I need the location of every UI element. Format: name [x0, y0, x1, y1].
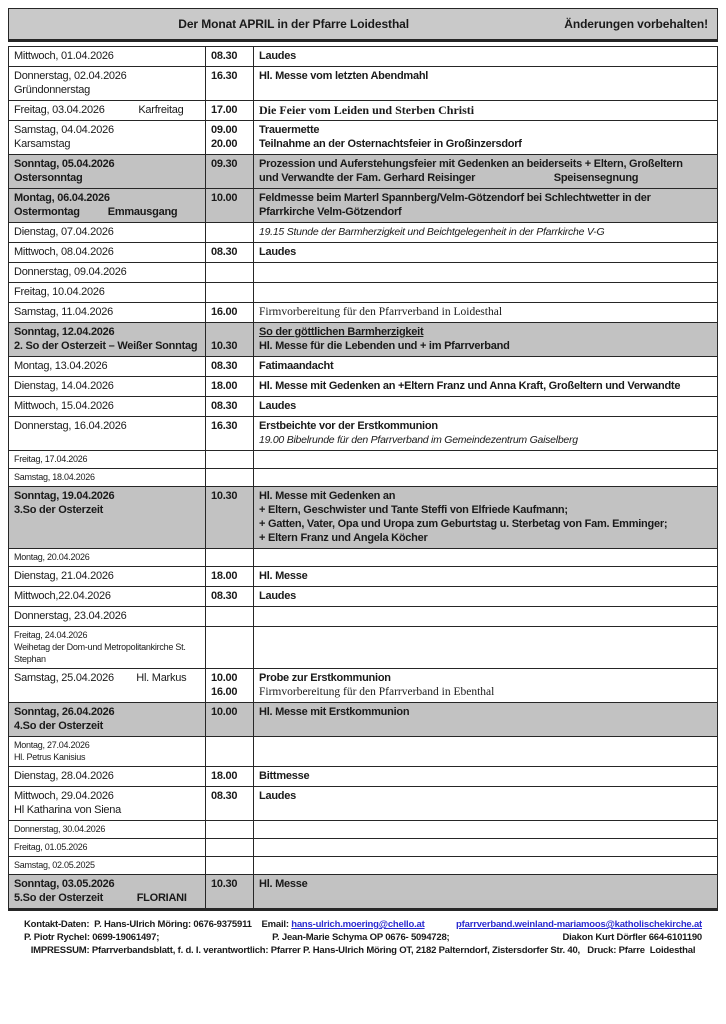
time-cell: [206, 549, 254, 567]
date-cell: [9, 303, 206, 323]
calendar-row: [9, 875, 718, 910]
time-cell: [206, 101, 254, 121]
calendar-row: [9, 323, 718, 357]
footer: [8, 911, 718, 957]
date-line: Freitag, 24.04.2026: [14, 630, 88, 640]
calendar-row: [9, 549, 718, 567]
date-line: Sonntag, 03.05.2026: [14, 878, 115, 890]
event-cell: [254, 67, 718, 101]
calendar-row: [9, 587, 718, 607]
time-cell: [206, 737, 254, 767]
time-cell: [206, 47, 254, 67]
time-cell: [206, 839, 254, 857]
date-cell: [9, 767, 206, 787]
event-line: Erstbeichte vor der Erstkommunion: [259, 420, 438, 432]
calendar-row: [9, 821, 718, 839]
date-line: 5.So der Osterzeit FLORIANI: [14, 892, 187, 904]
date-cell: [9, 703, 206, 737]
date-cell: [9, 839, 206, 857]
date-line: 4.So der Osterzeit: [14, 720, 104, 732]
date-cell: [9, 101, 206, 121]
time-value: 18.00: [211, 380, 238, 392]
date-line: Freitag, 17.04.2026: [14, 454, 88, 464]
time-cell: [206, 397, 254, 417]
date-line: Ostersonntag: [14, 172, 83, 184]
calendar-row: [9, 283, 718, 303]
event-line: Laudes: [259, 400, 297, 412]
date-line: Donnerstag, 16.04.2026: [14, 420, 127, 432]
event-cell: [254, 469, 718, 487]
time-cell: [206, 875, 254, 910]
date-line: Sonntag, 19.04.2026: [14, 490, 115, 502]
event-cell: [254, 223, 718, 243]
time-value: 08.30: [211, 400, 238, 412]
time-cell: [206, 767, 254, 787]
date-line: Donnerstag, 02.04.2026: [14, 70, 127, 82]
date-line: Sonntag, 26.04.2026: [14, 706, 115, 718]
event-line: Hl. Messe für die Lebenden und + im Pfarrverband: [259, 340, 510, 352]
calendar-row: [9, 397, 718, 417]
event-line: Hl. Messe: [259, 570, 308, 582]
calendar-row: [9, 263, 718, 283]
date-cell: [9, 787, 206, 821]
time-value: 16.30: [211, 420, 238, 432]
event-cell: [254, 417, 718, 451]
date-line: Mittwoch, 29.04.2026: [14, 790, 114, 802]
time-value: 08.30: [211, 50, 238, 62]
date-line: Montag, 13.04.2026: [14, 360, 108, 372]
time-cell: [206, 787, 254, 821]
time-value: 16.00: [211, 306, 238, 318]
time-cell: [206, 627, 254, 669]
event-cell: [254, 587, 718, 607]
time-value: 16.30: [211, 70, 238, 82]
time-cell: [206, 323, 254, 357]
event-line: 19.15 Stunde der Barmherzigkeit und Beichtgelegenheit in der Pfarrkirche V-G: [259, 226, 605, 238]
event-line: Laudes: [259, 590, 297, 602]
event-cell: [254, 243, 718, 263]
event-line: Laudes: [259, 50, 297, 62]
event-line: Laudes: [259, 246, 297, 258]
time-value: 10.00: [211, 192, 238, 204]
event-cell: [254, 857, 718, 875]
event-line: Teilnahme an der Osternachtsfeier in Großinzersdorf: [259, 138, 522, 150]
date-line: Sonntag, 05.04.2026: [14, 158, 115, 170]
date-line: Samstag, 11.04.2026: [14, 306, 114, 318]
time-cell: [206, 283, 254, 303]
date-cell: [9, 323, 206, 357]
time-cell: [206, 263, 254, 283]
email-link-pfarrverband[interactable]: pfarrverband.weinland-mariamoos@katholischekirche.at: [456, 919, 702, 930]
date-line: Samstag, 25.04.2026 Hl. Markus: [14, 672, 187, 684]
time-value: 10.00: [211, 706, 238, 718]
event-cell: [254, 121, 718, 155]
calendar-row: [9, 451, 718, 469]
date-line: Dienstag, 21.04.2026: [14, 570, 114, 582]
date-line: 2. So der Osterzeit – Weißer Sonntag: [14, 340, 198, 352]
time-cell: [206, 487, 254, 549]
calendar-row: [9, 101, 718, 121]
date-line: Montag, 27.04.2026: [14, 740, 90, 750]
date-cell: [9, 189, 206, 223]
date-cell: [9, 549, 206, 567]
date-line: 3.So der Osterzeit: [14, 504, 104, 516]
event-line: So der göttlichen Barmherzigkeit: [259, 326, 424, 338]
date-cell: [9, 67, 206, 101]
date-cell: [9, 357, 206, 377]
event-line: Pfarrkirche Velm-Götzendorf: [259, 206, 402, 218]
time-cell: [206, 303, 254, 323]
event-line: Hl. Messe mit Gedenken an: [259, 490, 396, 502]
time-value: 16.00: [211, 686, 238, 698]
event-line: Prozession und Auferstehungsfeier mit Gedenken an beiderseits + Eltern, Großeltern: [259, 158, 683, 170]
footer-phone-line: [24, 931, 702, 944]
event-cell: [254, 323, 718, 357]
time-cell: [206, 67, 254, 101]
time-cell: [206, 607, 254, 627]
date-cell: [9, 567, 206, 587]
date-cell: [9, 121, 206, 155]
footer-impressum: IMPRESSUM: Pfarrverbandsblatt, f. d. I. verantwortlich: Pfarrer P. Hans-Ulrich Möring OT, 2182 Palterndorf, Zistersdorfer Str. 40, Druck: Pfarre Loidesthal: [30, 945, 696, 956]
calendar-table: [8, 46, 718, 911]
date-cell: [9, 283, 206, 303]
calendar-row: [9, 417, 718, 451]
time-value: 08.30: [211, 246, 238, 258]
event-line: 19.00 Bibelrunde für den Pfarrverband im Gemeindezentrum Gaiselberg: [259, 434, 578, 446]
event-cell: [254, 821, 718, 839]
event-cell: [254, 669, 718, 703]
date-cell: [9, 263, 206, 283]
date-cell: [9, 857, 206, 875]
date-cell: [9, 875, 206, 910]
event-cell: [254, 787, 718, 821]
event-cell: [254, 377, 718, 397]
date-line: Donnerstag, 09.04.2026: [14, 266, 127, 278]
date-line: Mittwoch,22.04.2026: [14, 590, 111, 602]
calendar-row: [9, 377, 718, 397]
date-cell: [9, 47, 206, 67]
calendar-row: [9, 703, 718, 737]
date-line: Freitag, 01.05.2026: [14, 842, 88, 852]
time-value: 10.30: [211, 878, 238, 890]
event-line: Fatimaandacht: [259, 360, 334, 372]
time-cell: [206, 587, 254, 607]
email-link-moering[interactable]: hans-ulrich.moering@chello.at: [291, 919, 425, 930]
event-cell: [254, 357, 718, 377]
date-line: Dienstag, 07.04.2026: [14, 226, 114, 238]
time-value: 10.30: [211, 490, 238, 502]
document-header: [8, 8, 718, 42]
time-cell: [206, 417, 254, 451]
time-value: 18.00: [211, 570, 238, 582]
page-title: Der Monat APRIL in der Pfarre Loidesthal: [178, 17, 409, 31]
date-line: Mittwoch, 01.04.2026: [14, 50, 114, 62]
event-line: + Eltern Franz und Angela Köcher: [259, 532, 428, 544]
event-cell: [254, 703, 718, 737]
date-cell: [9, 737, 206, 767]
date-line: Stephan: [14, 654, 46, 664]
event-line: Firmvorbereitung für den Pfarrverband in Ebenthal: [259, 686, 495, 698]
time-value: 10.00: [211, 672, 238, 684]
event-line: + Eltern, Geschwister und Tante Steffi von Elfriede Kaufmann;: [259, 504, 568, 516]
calendar-row: [9, 243, 718, 263]
date-cell: [9, 223, 206, 243]
calendar-row: [9, 567, 718, 587]
calendar-row: [9, 223, 718, 243]
date-line: Weihetag der Dom-und Metropolitankirche St.: [14, 642, 186, 652]
date-cell: [9, 377, 206, 397]
date-cell: [9, 397, 206, 417]
time-value: 17.00: [211, 104, 238, 116]
event-line: Feldmesse beim Marterl Spannberg/Velm-Götzendorf bei Schlechtwetter in der: [259, 192, 651, 204]
date-line: Samstag, 18.04.2026: [14, 472, 95, 482]
event-line: und Verwandte der Fam. Gerhard Reisinger Speisensegnung: [259, 172, 639, 184]
event-line: Bittmesse: [259, 770, 310, 782]
date-cell: [9, 821, 206, 839]
time-cell: [206, 703, 254, 737]
date-cell: [9, 451, 206, 469]
event-line: Laudes: [259, 790, 297, 802]
time-value: 08.30: [211, 360, 238, 372]
time-cell: [206, 357, 254, 377]
date-line: Samstag, 04.04.2026: [14, 124, 114, 136]
time-cell: [206, 121, 254, 155]
calendar-row: [9, 189, 718, 223]
calendar-row: [9, 767, 718, 787]
event-line: + Gatten, Vater, Opa und Uropa zum Geburtstag u. Sterbetag von Fam. Emminger;: [259, 518, 668, 530]
event-cell: [254, 263, 718, 283]
calendar-row: [9, 787, 718, 821]
event-cell: [254, 47, 718, 67]
time-cell: [206, 243, 254, 263]
event-line: Die Feier vom Leiden und Sterben Christi: [259, 103, 475, 117]
calendar-row: [9, 121, 718, 155]
calendar-row: [9, 357, 718, 377]
time-cell: [206, 669, 254, 703]
time-value: 08.30: [211, 790, 238, 802]
date-line: Samstag, 02.05.2025: [14, 860, 95, 870]
time-cell: [206, 451, 254, 469]
date-cell: [9, 155, 206, 189]
time-cell: [206, 155, 254, 189]
calendar-row: [9, 737, 718, 767]
calendar-row: [9, 857, 718, 875]
event-line: Hl. Messe: [259, 878, 308, 890]
event-line: Trauermette: [259, 124, 320, 136]
calendar-row: [9, 47, 718, 67]
time-value: [211, 325, 248, 339]
time-cell: [206, 189, 254, 223]
calendar-row: [9, 839, 718, 857]
calendar-row: [9, 669, 718, 703]
date-cell: [9, 469, 206, 487]
date-line: Mittwoch, 15.04.2026: [14, 400, 114, 412]
date-line: Karsamstag: [14, 138, 71, 150]
date-cell: [9, 587, 206, 607]
event-cell: [254, 155, 718, 189]
time-value: 09.30: [211, 158, 238, 170]
footer-schyma: P. Jean-Marie Schyma OP 0676- 5094728;: [272, 932, 450, 943]
event-cell: [254, 607, 718, 627]
event-cell: [254, 737, 718, 767]
event-cell: [254, 189, 718, 223]
date-cell: [9, 627, 206, 669]
time-value: 09.00: [211, 124, 238, 136]
footer-contact-text: Kontakt-Daten: P. Hans-Ulrich Möring: 0676-9375911 Email:: [24, 919, 292, 930]
time-cell: [206, 469, 254, 487]
time-cell: [206, 377, 254, 397]
calendar-row: [9, 487, 718, 549]
event-cell: [254, 451, 718, 469]
date-line: Dienstag, 14.04.2026: [14, 380, 114, 392]
date-line: Donnerstag, 30.04.2026: [14, 824, 106, 834]
event-cell: [254, 283, 718, 303]
calendar-row: [9, 303, 718, 323]
date-line: Sonntag, 12.04.2026: [14, 326, 115, 338]
event-line: Hl. Messe vom letzten Abendmahl: [259, 70, 429, 82]
date-line: Montag, 20.04.2026: [14, 552, 90, 562]
date-cell: [9, 417, 206, 451]
time-value: 10.30: [211, 340, 238, 352]
time-value: 08.30: [211, 590, 238, 602]
event-line: Hl. Messe mit Erstkommunion: [259, 706, 410, 718]
calendar-row: [9, 155, 718, 189]
date-line: Mittwoch, 08.04.2026: [14, 246, 114, 258]
date-cell: [9, 607, 206, 627]
event-cell: [254, 549, 718, 567]
date-line: Gründonnerstag: [14, 84, 90, 96]
calendar-row: [9, 469, 718, 487]
date-line: Ostermontag Emmausgang: [14, 206, 178, 218]
date-line: Donnerstag, 23.04.2026: [14, 610, 127, 622]
event-line: Probe zur Erstkommunion: [259, 672, 391, 684]
time-cell: [206, 821, 254, 839]
event-cell: [254, 627, 718, 669]
event-cell: [254, 101, 718, 121]
date-cell: [9, 243, 206, 263]
event-cell: [254, 839, 718, 857]
event-cell: [254, 487, 718, 549]
calendar-row: [9, 627, 718, 669]
event-cell: [254, 875, 718, 910]
date-line: Freitag, 10.04.2026: [14, 286, 105, 298]
event-line: Firmvorbereitung für den Pfarrverband in Loidesthal: [259, 306, 503, 318]
time-cell: [206, 223, 254, 243]
event-cell: [254, 567, 718, 587]
time-cell: [206, 857, 254, 875]
time-value: 20.00: [211, 138, 238, 150]
header-note: Änderungen vorbehalten!: [564, 17, 708, 31]
event-cell: [254, 767, 718, 787]
footer-doerfler: Diakon Kurt Dörfler 664-6101190: [562, 932, 702, 943]
date-line: Montag, 06.04.2026: [14, 192, 110, 204]
time-value: 18.00: [211, 770, 238, 782]
footer-contact-line: [24, 918, 702, 931]
calendar-row: [9, 67, 718, 101]
footer-rychel: P. Piotr Rychel: 0699-19061497;: [24, 932, 160, 943]
date-cell: [9, 487, 206, 549]
event-cell: [254, 397, 718, 417]
event-cell: [254, 303, 718, 323]
date-line: Hl. Petrus Kanisius: [14, 752, 86, 762]
calendar-row: [9, 607, 718, 627]
date-line: Freitag, 03.04.2026 Karfreitag: [14, 104, 184, 116]
date-line: Dienstag, 28.04.2026: [14, 770, 114, 782]
date-cell: [9, 669, 206, 703]
date-line: Hl Katharina von Siena: [14, 804, 122, 816]
time-cell: [206, 567, 254, 587]
event-line: Hl. Messe mit Gedenken an +Eltern Franz und Anna Kraft, Großeltern und Verwandte: [259, 380, 681, 392]
